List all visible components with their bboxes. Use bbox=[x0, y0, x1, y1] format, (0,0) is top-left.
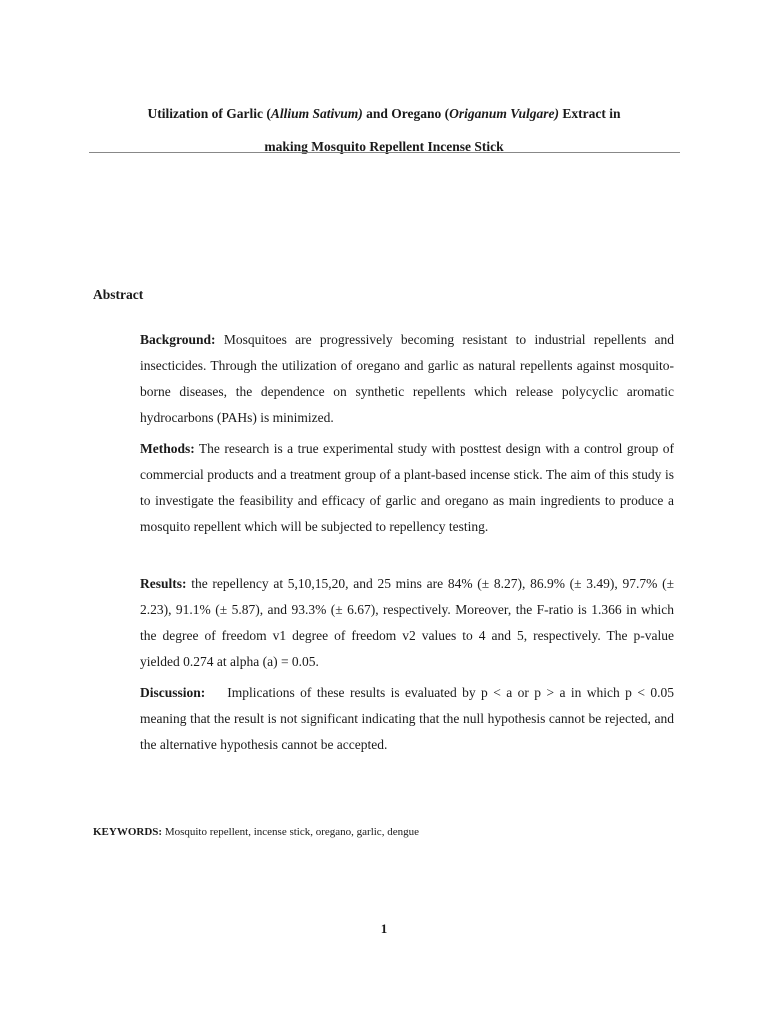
keywords-label: KEYWORDS: bbox=[93, 826, 163, 838]
background-text: Mosquitoes are progressively becoming resistant to industrial repellents and insecticides. Through the utilization of oregano and garlic as natural repellents against mosquito-borne diseases, the dependence on synthetic repellents which release polycyclic aromatic hydrocarbons (PAHs) is minimized. bbox=[140, 332, 674, 425]
keywords-text: Mosquito repellent, incense stick, oregano, garlic, dengue bbox=[162, 826, 419, 838]
title-species-garlic: Allium Sativum) bbox=[270, 106, 363, 121]
results-text: the repellency at 5,10,15,20, and 25 mins are 84% (± 8.27), 86.9% (± 3.49), 97.7% (± 2.23), 91.1% (± 5.87), and 93.3% (± 6.67), respectively. Moreover, the F-ratio is 1.366 in which the degree of freedom v1 degree of freedom v2 values to 4 and 5, respectively. The p-value yielded 0.274 at alpha (a) = 0.05. bbox=[140, 576, 674, 669]
title-species-oregano: Origanum Vulgare) bbox=[449, 106, 560, 121]
methods-text: The research is a true experimental study with posttest design with a control group of commercial products and a treatment group of a plant-based incense stick. The aim of this study is to investigate the feasibility and efficacy of garlic and oregano as main ingredients to produce a mosquito repellent which will be subjected to repellency testing. bbox=[140, 441, 674, 534]
discussion-text: Implications of these results is evaluated by p < a or p > a in which p < 0.05 meaning that the result is not significant indicating that the null hypothesis cannot be rejected, and the alternative hypothesis cannot be accepted. bbox=[140, 685, 674, 752]
methods-paragraph bbox=[140, 436, 674, 540]
discussion-paragraph bbox=[140, 680, 674, 758]
results-paragraph bbox=[140, 571, 674, 675]
title-text: Utilization of Garlic ( bbox=[147, 106, 271, 121]
paper-title-line-1 bbox=[80, 106, 688, 122]
results-label: Results: bbox=[140, 576, 187, 591]
methods-label: Methods: bbox=[140, 441, 195, 456]
title-divider bbox=[89, 152, 680, 153]
background-paragraph bbox=[140, 327, 674, 431]
paper-title-line-2: making Mosquito Repellent Incense Stick bbox=[264, 139, 504, 154]
background-label: Background: bbox=[140, 332, 216, 347]
discussion-label: Discussion: bbox=[140, 685, 206, 700]
page-number: 1 bbox=[380, 921, 388, 936]
title-text: and Oregano ( bbox=[362, 106, 450, 121]
abstract-heading: Abstract bbox=[93, 287, 144, 302]
title-text: Extract in bbox=[559, 106, 621, 121]
keywords-line bbox=[93, 825, 419, 839]
